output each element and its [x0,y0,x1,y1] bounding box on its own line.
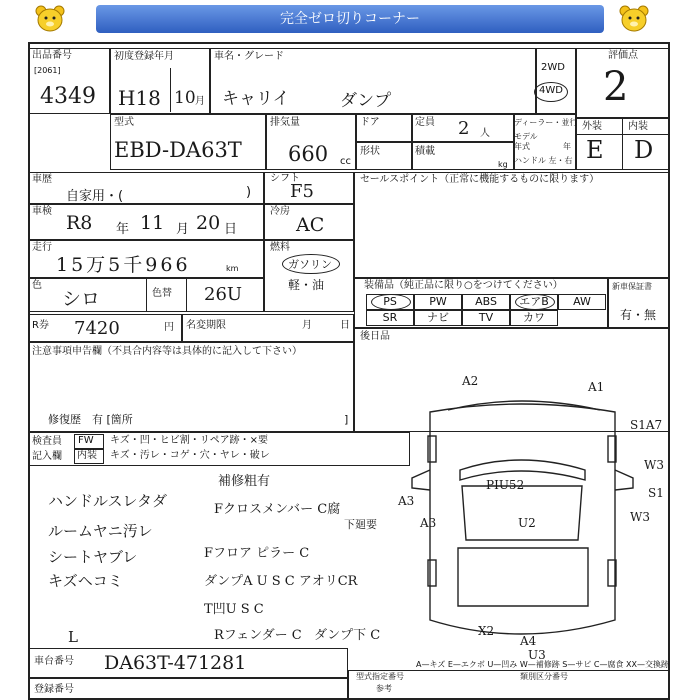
shaken-era: R8 [66,212,93,234]
equipment-item: TV [462,310,510,326]
capacity-value: 2 [458,118,470,139]
bear-mascot-right-icon [618,5,650,35]
displacement-unit: cc [340,156,351,167]
handwritten-note: Rフェンダー C [214,628,302,643]
bear-mascot-left-icon [34,5,66,35]
chassis-value: DA63T-471281 [104,652,247,674]
usage-label: 車歴 [32,174,52,185]
capacity-label: 定員 [415,117,435,128]
capacity-unit: 人 [480,128,490,139]
model-grade: ダンプ [340,91,392,111]
equipment-item: ABS [462,294,510,310]
handwritten-note: T凹U S C [204,602,264,617]
rating-int-label: 内装 [628,121,648,132]
repair-label: 修復歴 有 [箇所 [48,413,133,426]
recycle-value: 7420 [74,318,120,339]
handwritten-note: 補修粗有 [218,474,271,489]
inspector-int-desc: キズ・汚レ・コゲ・穴・ヤレ・破レ [110,450,270,461]
model-year-label1: モデル [514,132,538,141]
chassis-label: 車台番号 [34,656,74,667]
damage-mark: U2 [518,516,536,530]
registration-month: 10 [174,88,196,108]
damage-mark: A2 [462,374,479,388]
handle-label: ハンドル 左・右 [514,156,573,165]
name-change-month: 月 [302,320,312,331]
handwritten-note: ダンプA U S C アオリCR [204,574,358,589]
rating-int: D [634,136,654,164]
displacement-value: 660 [288,142,329,166]
shaken-month: 11 [140,212,165,234]
handwritten-note: キズヘコミ [48,572,123,590]
bottom-reg-label: 登録番号 [34,684,74,695]
inspector-fw: FW [78,435,94,446]
top-banner [6,3,694,37]
inspector-label1: 検査員 [32,436,62,447]
damage-mark: PIU52 [486,478,525,492]
handwritten-note: L [68,628,78,646]
fuel-value2: 軽・油 [288,278,325,292]
shaken-day-suffix: 日 [224,222,238,237]
mileage-unit: km [226,264,239,273]
type-value: EBD-DA63T [114,138,242,162]
load-unit: kg [498,160,508,169]
usage-cell [28,172,264,204]
ac-value: AC [296,214,325,236]
equipment-item: PS [366,294,414,310]
warranty-value: 有・無 [620,308,657,322]
fuel-label: 燃料 [270,242,290,253]
damage-mark: W3 [644,458,664,472]
equipment-item: SR [366,310,414,326]
registration-year: H18 [118,86,161,110]
lot-sub: [2061] [34,66,61,75]
rating-value: 2 [603,64,629,110]
shaken-year-suffix: 年 [116,222,130,237]
inspector-int: 内装 [77,450,97,461]
type-label: 型式 [114,117,134,128]
damage-mark: S1 [648,486,664,500]
equipment-item: AW [558,294,606,310]
drive-cell [536,48,576,114]
equipment-circle-mark [371,294,411,310]
lot-label: 出品番号 [32,50,72,61]
equipment-item: ナビ [414,310,462,326]
recycle-unit: 円 [164,322,174,333]
damage-mark: A4 [520,634,537,648]
sales-point-label: セールスポイント（正常に機能するものに限ります） [360,174,600,185]
equipment-item: PW [414,294,462,310]
load-label: 積載 [415,146,435,157]
lot-number: 4349 [40,84,96,109]
damage-legend: A—キズ E—エクボ U—凹み W—補修跡 S—サビ C—腐食 XX—交換跡 [416,660,670,669]
handwritten-note: ダンプ下 C [314,628,381,643]
registration-label: 初度登録年月 [114,51,174,62]
damage-mark: A1 [588,380,605,394]
damage-mark: X2 [478,624,495,638]
name-change-day: 日 [340,320,350,331]
name-change-label: 名変期限 [186,320,226,331]
drive-2wd: 2WD [541,62,565,73]
damage-mark: A3 [420,516,437,530]
shaken-label: 車検 [32,206,52,217]
warranty-label: 新車保証書 [612,282,652,291]
bottom-type-label: 型式指定番号 [356,672,404,681]
bottom-sub: 参考 [376,684,392,693]
color-label: 色 [32,280,42,291]
usage-close: ) [246,185,252,200]
equipment-item: エアB [510,294,558,310]
shaken-day: 20 [196,212,221,234]
model-name: キャリイ [222,89,290,109]
handwritten-note: ハンドルスレタダ [48,492,167,510]
color-code-label: 色替 [152,288,172,299]
equipment-circle-mark [515,294,555,310]
ac-label: 冷房 [270,206,290,217]
mileage-value: 15万5千966 [56,254,191,276]
inspector-label2: 記入欄 [32,451,62,462]
shift-value: F5 [290,181,314,202]
handwritten-note: Fフロア ピラー C [204,546,310,561]
shaken-month-suffix: 月 [176,222,190,237]
dealer-label: ディーラー・並行 [514,118,578,127]
equipment-label: 装備品（純正品に限り○をつけてください） [364,280,563,291]
rating-ext-label: 外装 [582,121,602,132]
rating-ext: E [586,136,604,164]
equipment-row-2 [366,310,606,326]
inspector-fw-desc: キズ・凹・ヒビ割・リペア跡・×要 [110,435,268,446]
mileage-label: 走行 [32,242,52,253]
rating-label: 評価点 [608,50,638,61]
model-year-label2: 年式 [514,142,530,151]
recycle-label: R券 [32,320,49,331]
damage-mark: U3 [528,648,546,662]
bottom-reg-cell [28,678,348,700]
repair-close: ] [344,413,349,426]
damage-mark: S1A7 [630,418,663,432]
displacement-label: 排気量 [270,117,300,128]
handwritten-note: 下廻要 [344,518,377,531]
equipment-item: カワ [510,310,558,326]
after-doc-label: 後日品 [360,331,390,342]
handwritten-note: ルームヤニ汚レ [48,522,153,540]
registration-month-suffix: 月 [195,96,205,107]
handwritten-note: シートヤブレ [48,548,138,566]
usage-value: 自家用・( [66,189,124,204]
equipment-row-1 [366,294,606,310]
damage-mark: A3 [398,494,415,508]
damage-mark: W3 [630,510,650,524]
model-label: 車名・グレード [214,51,284,62]
shift-label: シフト [270,173,300,184]
color-code-value: 26U [204,284,243,305]
model-year-suffix: 年 [563,142,571,151]
after-doc-cell [354,328,670,432]
color-value: シロ [62,288,101,310]
bottom-class-label: 類別区分番号 [520,672,568,681]
shape-label: 形状 [360,146,380,157]
notes-label: 注意事項申告欄（不具合内容等は具体的に記入して下さい） [32,346,302,357]
handwritten-note: Fクロスメンバー C腐 [214,502,341,517]
door-label: ドア [360,117,380,128]
banner-title-bar [96,5,604,33]
drive-4wd: 4WD [539,85,563,96]
sales-point-cell [354,172,670,278]
banner-title: 完全ゼロ切りコーナー [280,11,420,27]
fuel-value1: ガソリン [288,258,332,271]
